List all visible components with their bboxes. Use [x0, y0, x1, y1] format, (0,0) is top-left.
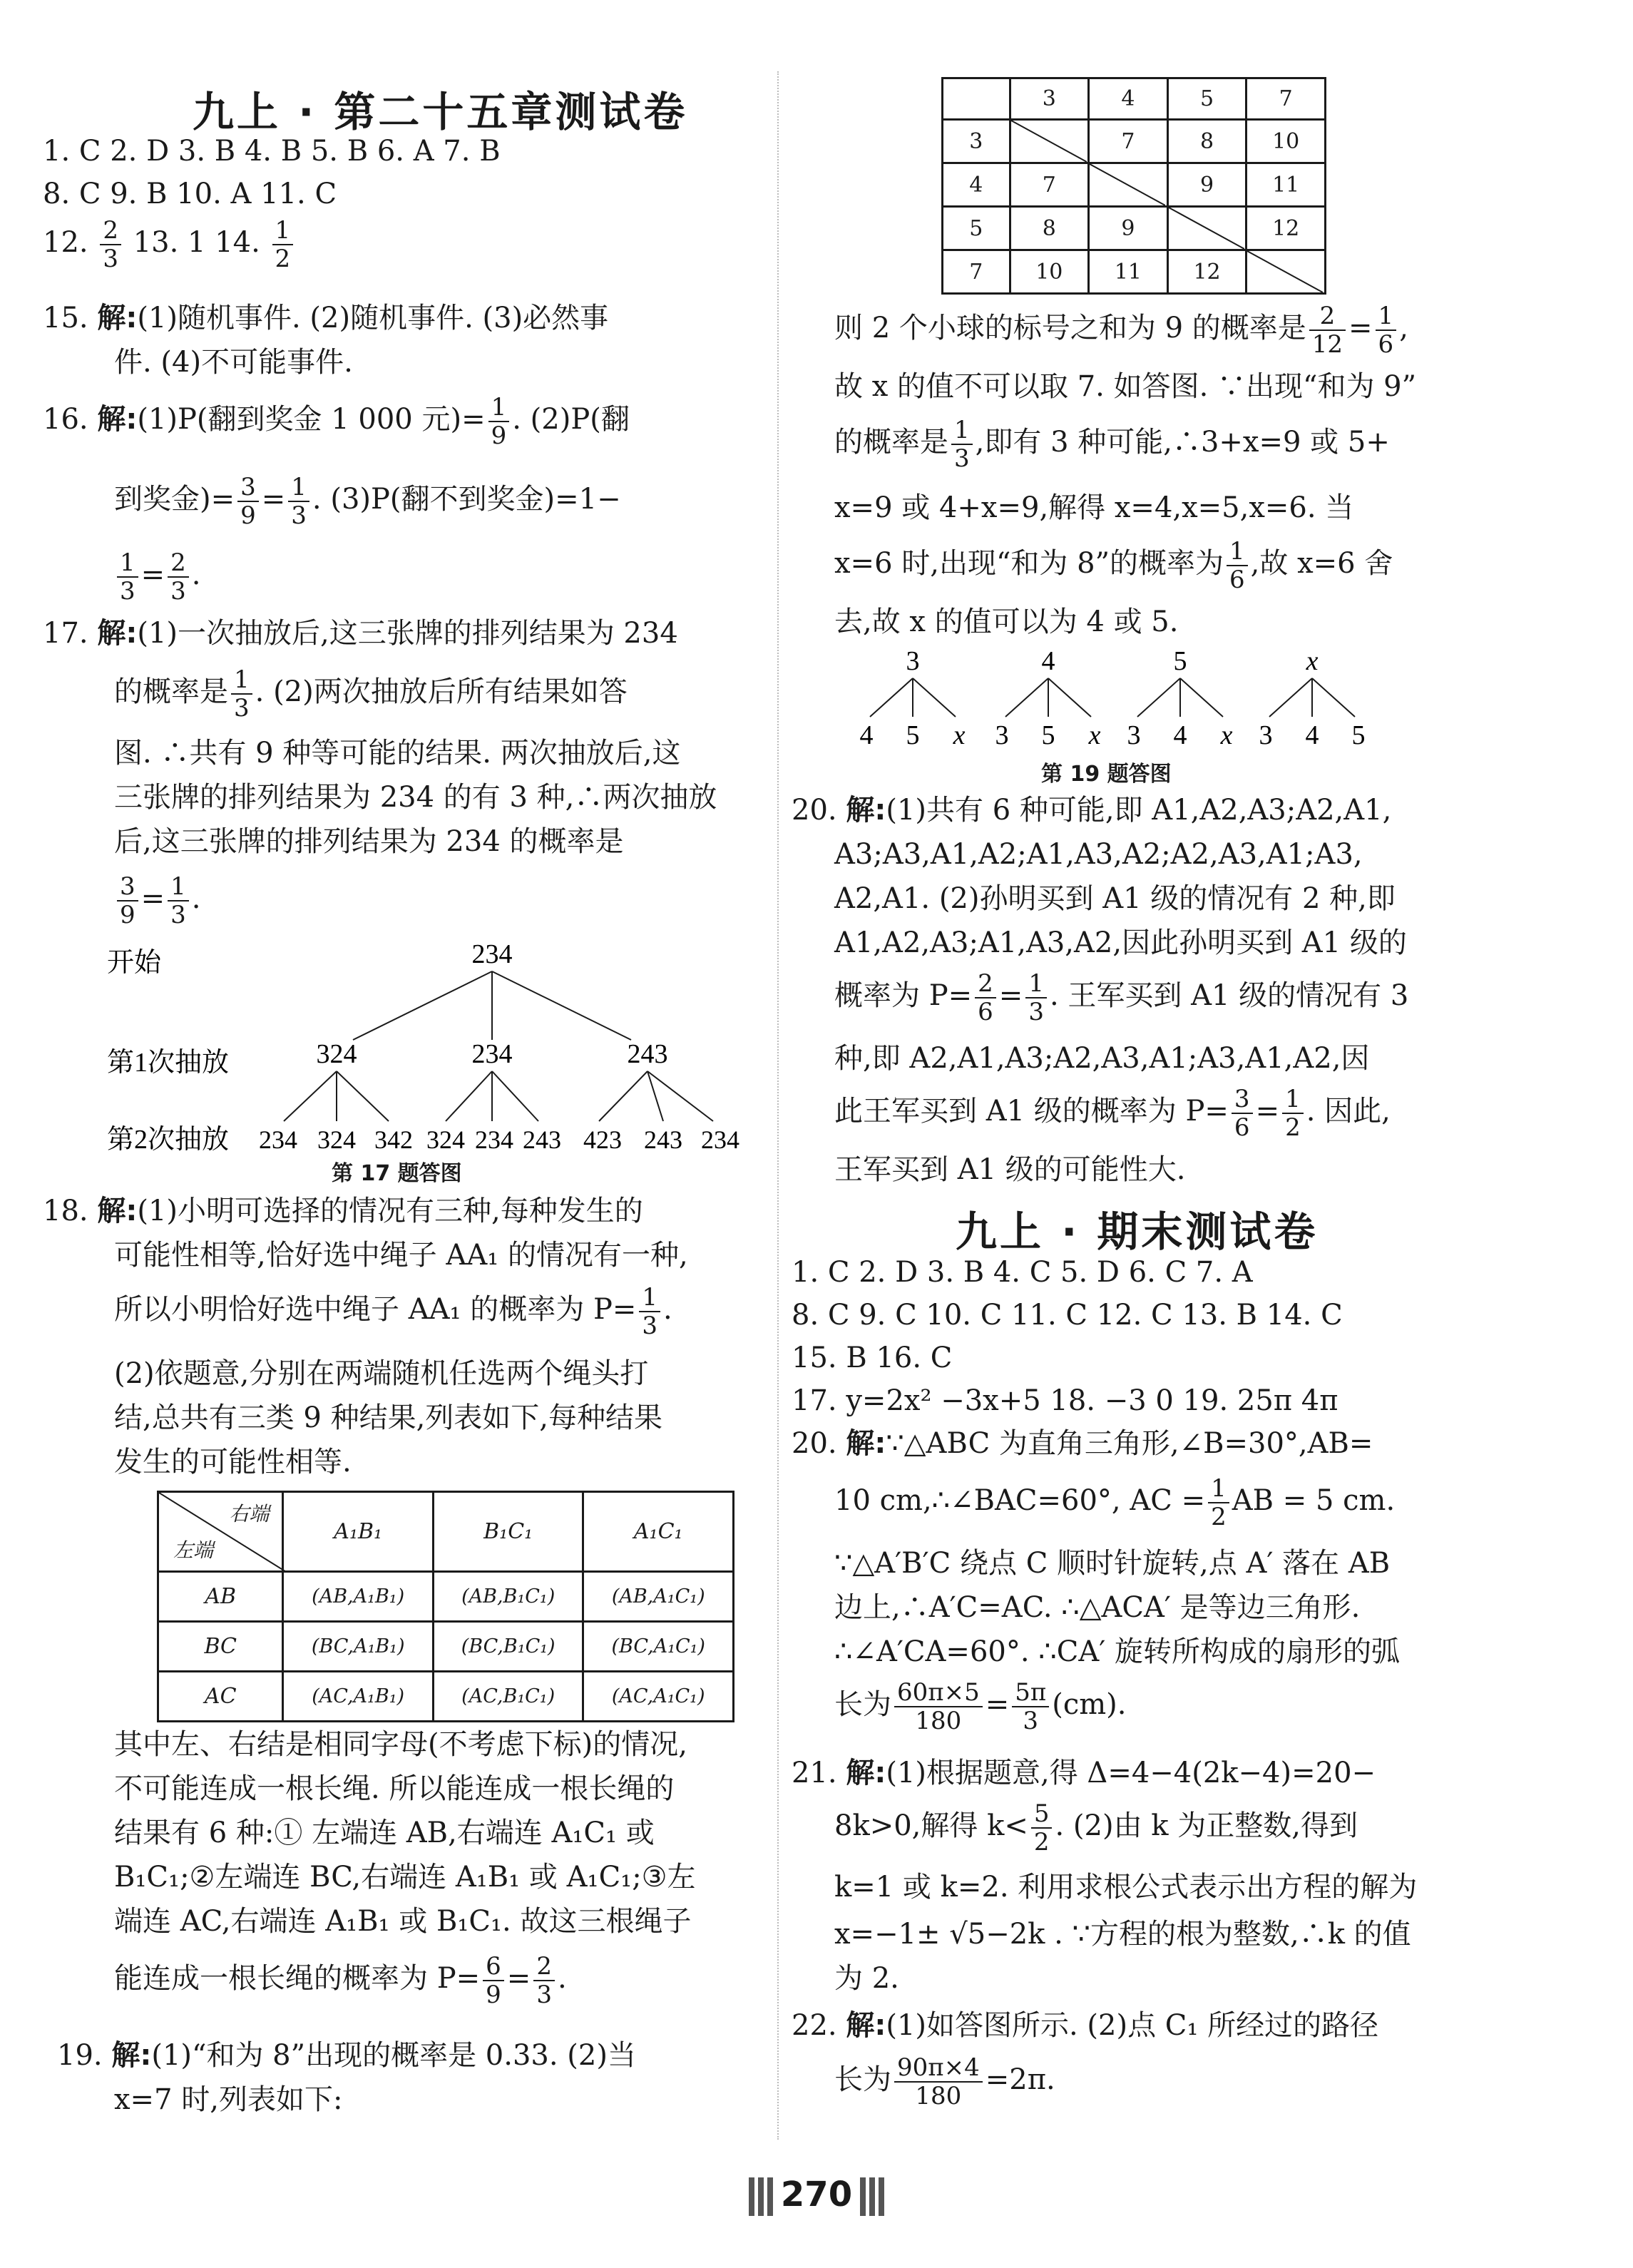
q18-line1: 18. 解:(1)小明可选择的情况有三种,每种发生的 — [43, 1195, 643, 1227]
tree-node-l2: 342 — [374, 1125, 413, 1154]
q17-line4: 三张牌的排列结果为 234 的有 3 种,∴两次抽放 — [114, 781, 717, 814]
table-cell: 9 — [1089, 207, 1168, 250]
q22-line2: 长为 $\frac{90\pi\times 4}{180}$ =2π. — [834, 2053, 1055, 2110]
q18-text: 其中左、右结是相同字母(不考虑下标)的情况, — [114, 1728, 687, 1761]
q18-line5: 结,总共有三类 9 种结果,列表如下,每种结果 — [114, 1401, 663, 1434]
table-col-head: 7 — [1246, 78, 1326, 120]
q-number: 12. — [43, 226, 88, 259]
tree-row1-label: 第1次抽放 — [107, 1048, 230, 1078]
table-col-head: B₁C₁ — [433, 1492, 583, 1572]
q17-line6: $\frac{3}{9}$ = $\frac{1}{3}$ . — [114, 870, 201, 929]
tree-diagram-17 — [100, 934, 756, 1191]
table-18 — [157, 1491, 734, 1722]
q20-line3: A2,A1. (2)孙明买到 A1 级的情况有 2 种,即 — [834, 882, 1396, 915]
q19-cont-line2: 故 x 的值不可以取 7. 如答图. ∵出现“和为 9” — [834, 370, 1417, 403]
answer-line: 8. C 9. B 10. A 11. C — [43, 178, 337, 210]
page-number-badge — [749, 2172, 884, 2222]
q20b-line1: 20. 解:∵△ABC 为直角三角形,∠B=30°,AB= — [792, 1427, 1373, 1460]
tree17-caption: 第 17 题答图 — [332, 1161, 462, 1186]
q20-line5: 概率为 P= $\frac{2}{6}$ = $\frac{1}{3}$ . 王军买到 A1 级的情况有 3 — [834, 969, 1409, 1026]
tree19-child: 5 — [1351, 720, 1366, 750]
table-cell: (BC,A₁B₁) — [283, 1622, 433, 1672]
tree19-child: x — [953, 720, 966, 750]
tree-node-l2: 234 — [475, 1125, 513, 1154]
table-row-head: 3 — [943, 120, 1010, 163]
q21-line3: k=1 或 k=2. 利用求根公式表示出方程的解为 — [834, 1871, 1418, 1904]
tree19-root: 5 — [1173, 646, 1187, 676]
q18-text: 不可能连成一根长绳. 所以能连成一根长绳的 — [114, 1772, 675, 1805]
table-row-head: 4 — [943, 163, 1010, 207]
column-divider — [777, 71, 779, 2140]
table-cell: (AB,A₁B₁) — [283, 1572, 433, 1622]
q19-cont-line1: 则 2 个小球的标号之和为 9 的概率是 $\frac{2}{12}$ = $\frac{1}{6}$ , — [834, 302, 1408, 359]
tree19-caption: 第 19 题答图 — [1041, 762, 1172, 787]
q17-line2: 的概率是 $\frac{1}{3}$ . (2)两次抽放后所有结果如答 — [114, 665, 628, 722]
q19-cont-line4: x=9 或 4+x=9,解得 x=4,x=5,x=6. 当 — [834, 491, 1354, 524]
q17-line5: 后,这三张牌的排列结果为 234 的概率是 — [114, 825, 624, 858]
tree19-child: 3 — [1259, 720, 1273, 750]
q18-last-line: 能连成一根长绳的概率为 P= $\frac{6}{9}$ = $\frac{2}{3}$ . — [114, 1952, 567, 2009]
tree-node-l2: 234 — [259, 1125, 297, 1154]
q20-line2: A3;A3,A1,A2;A1,A3,A2;A2,A3,A1;A3, — [834, 838, 1363, 871]
answer-line: 1. C 2. D 3. B 4. C 5. D 6. C 7. A — [792, 1256, 1253, 1289]
table-19 — [941, 77, 1326, 295]
table-col-head: A₁C₁ — [583, 1492, 734, 1572]
answer-line-12-14 — [43, 214, 296, 272]
tree19-child: 5 — [906, 720, 920, 750]
q20b-line5: ∴∠A′CA=60°. ∴CA′ 旋转所构成的扇形的弧 — [834, 1635, 1401, 1668]
q18-line4: (2)依题意,分别在两端随机任选两个绳头打 — [114, 1357, 649, 1390]
q20-line8: 王军买到 A1 级的可能性大. — [834, 1153, 1186, 1186]
tree-node-l2: 243 — [644, 1125, 682, 1154]
table-cell: 11 — [1089, 250, 1168, 294]
page-number: 270 — [780, 2175, 853, 2215]
table-cell: (AB,A₁C₁) — [583, 1572, 734, 1622]
table-row-head: 5 — [943, 207, 1010, 250]
q20b-line3: ∵△A′B′C 绕点 C 顺时针旋转,点 A′ 落在 AB — [834, 1547, 1391, 1580]
table-cell: 10 — [1010, 250, 1089, 294]
table-cell: 7 — [1089, 120, 1168, 163]
table-row-head: 7 — [943, 250, 1010, 294]
tree19-child: x — [1220, 720, 1233, 750]
answer-line: 17. y=2x² −3x+5 18. −3 0 19. 25π 4π — [792, 1384, 1338, 1417]
table-corner — [943, 78, 1010, 120]
tree19-child: 4 — [1173, 720, 1187, 750]
table-cell: 12 — [1246, 207, 1326, 250]
q21-line5: 为 2. — [834, 1962, 899, 1995]
q21-line4: x=−1± √5−2k . ∵方程的根为整数,∴k 的值 — [834, 1918, 1411, 1951]
table-cell: 12 — [1167, 250, 1246, 294]
q19-cont-line5: x=6 时,出现“和为 8”的概率为 $\frac{1}{6}$ ,故 x=6 舍 — [834, 537, 1393, 594]
q16-line1: 16. 解:(1)P(翻到奖金 1 000 元)= $\frac{1}{9}$ . (2)P(翻 — [43, 393, 630, 450]
tree19-root: x — [1306, 646, 1319, 676]
tree19-root: 4 — [1041, 646, 1055, 676]
table-cell: 8 — [1010, 207, 1089, 250]
tree19-child: 3 — [995, 720, 1009, 750]
q15-line1: 15. 解:(1)随机事件. (2)随机事件. (3)必然事 — [43, 302, 609, 334]
table-cell: (BC,B₁C₁) — [433, 1622, 583, 1672]
q18-text: B₁C₁;②左端连 BC,右端连 A₁B₁ 或 A₁C₁;③左 — [114, 1861, 696, 1894]
tree-start-label: 开始 — [107, 948, 162, 978]
tree19-child: x — [1088, 720, 1101, 750]
table-cell: 7 — [1010, 163, 1089, 207]
tree19-child: 4 — [859, 720, 874, 750]
tree-row2-label: 第2次抽放 — [107, 1125, 230, 1155]
q19-line1: 19. 解:(1)“和为 8”出现的概率是 0.33. (2)当 — [57, 2039, 636, 2072]
q20-line4: A1,A2,A3;A1,A3,A2,因此孙明买到 A1 级的 — [834, 926, 1407, 959]
table-col-head: 3 — [1010, 78, 1089, 120]
q15-line2: 件. (4)不可能事件. — [114, 346, 353, 379]
q19-line2: x=7 时,列表如下: — [114, 2083, 343, 2116]
tree-node-l1: 324 — [316, 1039, 357, 1069]
table-cell: (AB,B₁C₁) — [433, 1572, 583, 1622]
tree19-child: 3 — [1127, 720, 1141, 750]
table-cell: 8 — [1167, 120, 1246, 163]
answer-line: 15. B 16. C — [792, 1342, 953, 1374]
q17-line3: 图. ∴共有 9 种等可能的结果. 两次抽放后,这 — [114, 737, 681, 770]
table-cell: 10 — [1246, 120, 1326, 163]
tree-node-l2: 324 — [426, 1125, 465, 1154]
table-cell: 11 — [1246, 163, 1326, 207]
table-cell: (BC,A₁C₁) — [583, 1622, 734, 1672]
q19-cont-line6: 去,故 x 的值可以为 4 或 5. — [834, 606, 1179, 638]
table-cell-diagonal — [1010, 120, 1089, 163]
tree-root: 234 — [471, 939, 513, 969]
tree-node-l2: 243 — [523, 1125, 561, 1154]
table-cell: (AC,B₁C₁) — [433, 1672, 583, 1722]
table-row-head: BC — [158, 1622, 283, 1672]
q20b-line2: 10 cm,∴∠BAC=60°, AC = $\frac{1}{2}$ AB = 5 cm. — [834, 1474, 1396, 1531]
q18-line2: 可能性相等,恰好选中绳子 AA₁ 的情况有一种, — [114, 1239, 688, 1272]
table-cell-diagonal — [1089, 163, 1168, 207]
table-col-head: 4 — [1089, 78, 1168, 120]
tree-node-l1: 234 — [471, 1039, 513, 1069]
table-row-head: AB — [158, 1572, 283, 1622]
answer-line: 8. C 9. C 10. C 11. C 12. C 13. B 14. C — [792, 1299, 1343, 1332]
table-row-head: AC — [158, 1672, 283, 1722]
table-col-head: A₁B₁ — [283, 1492, 433, 1572]
table-cell: 9 — [1167, 163, 1246, 207]
q21-line2: 8k>0,解得 k< $\frac{5}{2}$ . (2)由 k 为正整数,得到 — [834, 1799, 1358, 1856]
tree-node-l2: 324 — [317, 1125, 356, 1154]
table-col-head: 5 — [1167, 78, 1246, 120]
q20b-line4: 边上,∴A′C=AC. ∴△ACA′ 是等边三角形. — [834, 1591, 1361, 1624]
tree-node-l2: 423 — [583, 1125, 622, 1154]
q17-line1: 17. 解:(1)一次抽放后,这三张牌的排列结果为 234 — [43, 617, 678, 650]
table-corner: 右端 左端 — [158, 1492, 283, 1572]
q20-line7: 此王军买到 A1 级的概率为 P= $\frac{3}{6}$ = $\frac{1}{2}$ . 因此, — [834, 1085, 1391, 1142]
table-cell: (AC,A₁B₁) — [283, 1672, 433, 1722]
q22-line1: 22. 解:(1)如答图所示. (2)点 C₁ 所经过的路径 — [792, 2009, 1379, 2042]
table-cell-diagonal — [1246, 250, 1326, 294]
q18-text: 结果有 6 种:① 左端连 AB,右端连 A₁C₁ 或 — [114, 1817, 655, 1849]
table-cell-diagonal — [1167, 207, 1246, 250]
tree-node-l2: 234 — [701, 1125, 739, 1154]
chapter-title: 九上 · 第二十五章测试卷 — [193, 88, 688, 136]
table-cell: (AC,A₁C₁) — [583, 1672, 734, 1722]
q20-line6: 种,即 A2,A1,A3;A2,A3,A1;A3,A1,A2,因 — [834, 1042, 1370, 1075]
q18-line6: 发生的可能性相等. — [114, 1446, 352, 1478]
q21-line1: 21. 解:(1)根据题意,得 Δ=4−4(2k−4)=20− — [792, 1757, 1376, 1789]
tree-node-l1: 243 — [627, 1039, 668, 1069]
final-exam-title: 九上 · 期末测试卷 — [956, 1207, 1319, 1256]
fraction: $\frac{1}{2}$ — [272, 217, 294, 272]
tree19-child: 4 — [1305, 720, 1319, 750]
answer-line: 1. C 2. D 3. B 4. B 5. B 6. A 7. B — [43, 135, 501, 168]
tree-diagram-19 — [856, 645, 1398, 752]
q16-line2: 到奖金)= $\frac{3}{9}$ = $\frac{1}{3}$ . (3)P(翻不到奖金)=1− — [114, 473, 621, 530]
q20b-line6: 长为 $\frac{60\pi\times 5}{180}$ = $\frac{5\pi}{3}$ (cm). — [834, 1678, 1127, 1735]
tree19-root: 3 — [906, 646, 920, 676]
q18-line3: 所以小明恰好选中绳子 AA₁ 的概率为 P= $\frac{1}{3}$ . — [114, 1283, 672, 1340]
q19-cont-line3: 的概率是 $\frac{1}{3}$ ,即有 3 种可能,∴3+x=9 或 5+ — [834, 416, 1390, 473]
tree19-child: 5 — [1041, 720, 1055, 750]
q20-line1: 20. 解:(1)共有 6 种可能,即 A1,A2,A3;A2,A1, — [792, 794, 1392, 827]
fraction: $\frac{2}{3}$ — [100, 217, 121, 272]
q16-line3: $\frac{1}{3}$ = $\frac{2}{3}$ . — [114, 546, 201, 605]
q18-text: 端连 AC,右端连 A₁B₁ 或 B₁C₁. 故这三根绳子 — [114, 1905, 692, 1938]
text: 13. 1 14. — [133, 226, 260, 259]
